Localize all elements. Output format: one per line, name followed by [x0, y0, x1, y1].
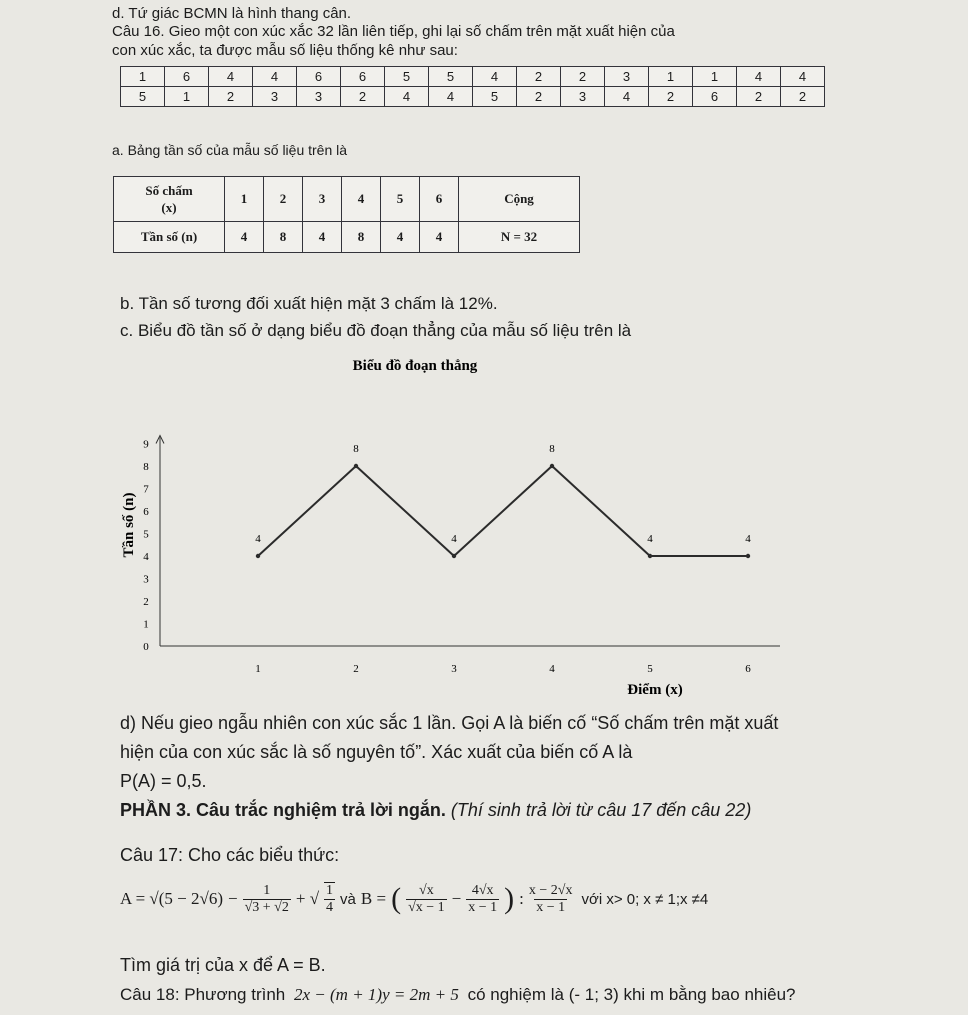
y-tick-label: 3 [143, 573, 149, 586]
part-a: a. Bảng tần số của mẫu số liệu trên là [112, 142, 348, 158]
y-tick-label: 0 [143, 641, 149, 653]
data-label: 4 [451, 533, 457, 545]
n-cell: 4 [303, 222, 342, 253]
table-cell: 1 [649, 67, 693, 87]
chart-title: Biểu đồ đoạn thẳng [352, 358, 478, 374]
x-tick-label: 4 [549, 663, 555, 675]
series-segment [258, 466, 356, 556]
table-cell: 6 [297, 67, 341, 87]
data-label: 4 [647, 533, 653, 545]
table-cell: 4 [209, 67, 253, 87]
table-cell: 5 [121, 87, 165, 107]
minus-sign: − [451, 889, 462, 908]
n-cell: 4 [381, 222, 420, 253]
denominator: √3 + √2 [244, 899, 289, 915]
header-label: (x) [161, 200, 177, 215]
table-cell: 1 [121, 67, 165, 87]
n-cell: 8 [342, 222, 381, 253]
part-d-line2: hiện của con xúc sắc là số nguyên tố”. Xác xuất của biến cố A là [120, 742, 633, 762]
table-row [114, 222, 580, 253]
denominator: 4 [326, 900, 334, 915]
data-point [648, 554, 652, 558]
question-16-line1: Câu 16. Gieo một con xúc xắc 32 lần liên tiếp, ghi lại số chấm trên mặt xuất hiện của [112, 23, 675, 40]
question-17-ask: Tìm giá trị của x để A = B. [120, 955, 326, 975]
header-cell [114, 177, 225, 222]
statement-d: d. Tứ giác BCMN là hình thang cân. [112, 5, 352, 22]
part-d-line1: d) Nếu gieo ngẫu nhiên con xúc sắc 1 lần. Gọi A là biến cố “Số chấm trên mặt xuất [120, 713, 779, 733]
n-cell: 4 [420, 222, 459, 253]
table-cell: 4 [385, 87, 429, 107]
x-cell: 3 [303, 177, 342, 222]
expr-b-prefix: B = [360, 889, 387, 908]
table-cell: 5 [429, 67, 473, 87]
sum-label: Cộng [459, 177, 580, 222]
table-cell: 4 [429, 87, 473, 107]
minus-sign: − [228, 889, 238, 908]
part-3-note: (Thí sinh trả lời từ câu 17 đến câu 22) [450, 800, 752, 820]
y-tick-label: 6 [143, 506, 149, 518]
table-cell: 4 [473, 67, 517, 87]
y-tick-label: 2 [143, 596, 149, 608]
part-c: c. Biểu đồ tần số ở dạng biểu đồ đoạn thẳng của mẫu số liệu trên là [120, 321, 632, 340]
x-tick-label: 2 [353, 663, 359, 675]
numerator: 1 [263, 882, 271, 898]
table-cell: 2 [561, 67, 605, 87]
paren-close: ) [504, 882, 515, 915]
numerator: 4√x [471, 882, 494, 898]
table-cell: 2 [517, 87, 561, 107]
part-d-line3: P(A) = 0,5. [120, 771, 207, 791]
expr-a-prefix: A = √(5 − 2√6) [120, 889, 223, 908]
x-tick-label: 3 [451, 663, 457, 675]
table-cell: 5 [385, 67, 429, 87]
question-17-title: Câu 17: Cho các biểu thức: [120, 845, 340, 865]
y-tick-label: 7 [143, 483, 149, 496]
plus-sign: + √ [295, 889, 320, 908]
q18-suffix: có nghiệm là (- 1; 3) khi m bằng bao nhiêu? [467, 985, 796, 1004]
frequency-table [113, 176, 580, 253]
table-cell: 2 [517, 67, 561, 87]
table-cell: 2 [781, 87, 825, 107]
table-row [121, 67, 825, 87]
table-cell: 5 [473, 87, 517, 107]
numerator: 1 [326, 883, 334, 898]
total-cell: N = 32 [459, 222, 580, 253]
and-word: và [340, 890, 356, 908]
question-16-line2: con xúc xắc, ta được mẫu số liệu thống kê như sau: [112, 42, 458, 59]
series-segment [356, 466, 454, 556]
denominator: √x − 1 [408, 899, 445, 915]
data-label: 8 [549, 443, 555, 455]
table-cell: 1 [693, 67, 737, 87]
table-cell: 4 [737, 67, 781, 87]
table-cell: 4 [253, 67, 297, 87]
data-point [256, 554, 260, 558]
y-tick-label: 4 [143, 551, 149, 563]
data-point [354, 464, 358, 468]
table-cell: 3 [561, 87, 605, 107]
x-cell: 1 [225, 177, 264, 222]
y-tick-label: 5 [143, 528, 149, 541]
fraction [466, 883, 499, 916]
table-cell: 1 [165, 87, 209, 107]
q18-prefix: Câu 18: Phương trình [120, 985, 286, 1004]
x-cell: 5 [381, 177, 420, 222]
data-label: 8 [353, 443, 359, 455]
table-cell: 4 [781, 67, 825, 87]
fraction [243, 883, 291, 916]
data-point [550, 464, 554, 468]
data-point [452, 554, 456, 558]
part-3-heading [120, 800, 751, 821]
table-cell: 6 [165, 67, 209, 87]
fraction [529, 883, 573, 916]
n-cell: 4 [225, 222, 264, 253]
x-cell: 6 [420, 177, 459, 222]
line-chart [100, 350, 780, 700]
x-axis-label: Điểm (x) [627, 682, 683, 698]
y-tick-label: 8 [143, 461, 149, 473]
x-cell: 2 [264, 177, 303, 222]
n-cell: 8 [264, 222, 303, 253]
table-cell: 6 [693, 87, 737, 107]
x-cell: 4 [342, 177, 381, 222]
fraction [324, 882, 335, 916]
y-axis-label: Tần số (n) [121, 492, 137, 558]
part-3-title: PHẦN 3. Câu trắc nghiệm trả lời ngắn. [120, 800, 446, 820]
x-tick-label: 1 [255, 663, 261, 675]
series-segment [552, 466, 650, 556]
table-cell: 3 [253, 87, 297, 107]
fraction [406, 883, 447, 916]
data-label: 4 [745, 533, 751, 545]
table-cell: 3 [605, 67, 649, 87]
sample-data-table [120, 66, 825, 107]
table-cell: 2 [209, 87, 253, 107]
series-segment [454, 466, 552, 556]
q18-equation: 2x − (m + 1)y = 2m + 5 [293, 985, 459, 1004]
table-cell: 2 [737, 87, 781, 107]
table-cell: 2 [341, 87, 385, 107]
denominator: x − 1 [536, 899, 566, 915]
header-label: Số chấm [145, 183, 193, 198]
paren-open: ( [391, 882, 402, 915]
data-point [746, 554, 750, 558]
condition: với x> 0; x ≠ 1;x ≠4 [581, 890, 709, 908]
x-tick-label: 5 [647, 663, 653, 675]
numerator: √x [419, 882, 434, 898]
x-tick-label: 6 [745, 663, 751, 675]
question-18 [120, 985, 796, 1005]
table-row [114, 177, 580, 222]
y-tick-label: 9 [143, 438, 149, 451]
freq-label: Tần số (n) [114, 222, 225, 253]
table-row [121, 87, 825, 107]
table-cell: 4 [605, 87, 649, 107]
denominator: x − 1 [468, 899, 498, 915]
y-tick-label: 1 [143, 618, 149, 631]
colon-sign: : [519, 889, 524, 908]
table-cell: 3 [297, 87, 341, 107]
table-cell: 2 [649, 87, 693, 107]
data-label: 4 [255, 533, 261, 545]
question-17-expression [120, 882, 708, 916]
table-cell: 6 [341, 67, 385, 87]
numerator: x − 2√x [528, 882, 573, 898]
part-b: b. Tần số tương đối xuất hiện mặt 3 chấm là 12%. [120, 294, 498, 313]
